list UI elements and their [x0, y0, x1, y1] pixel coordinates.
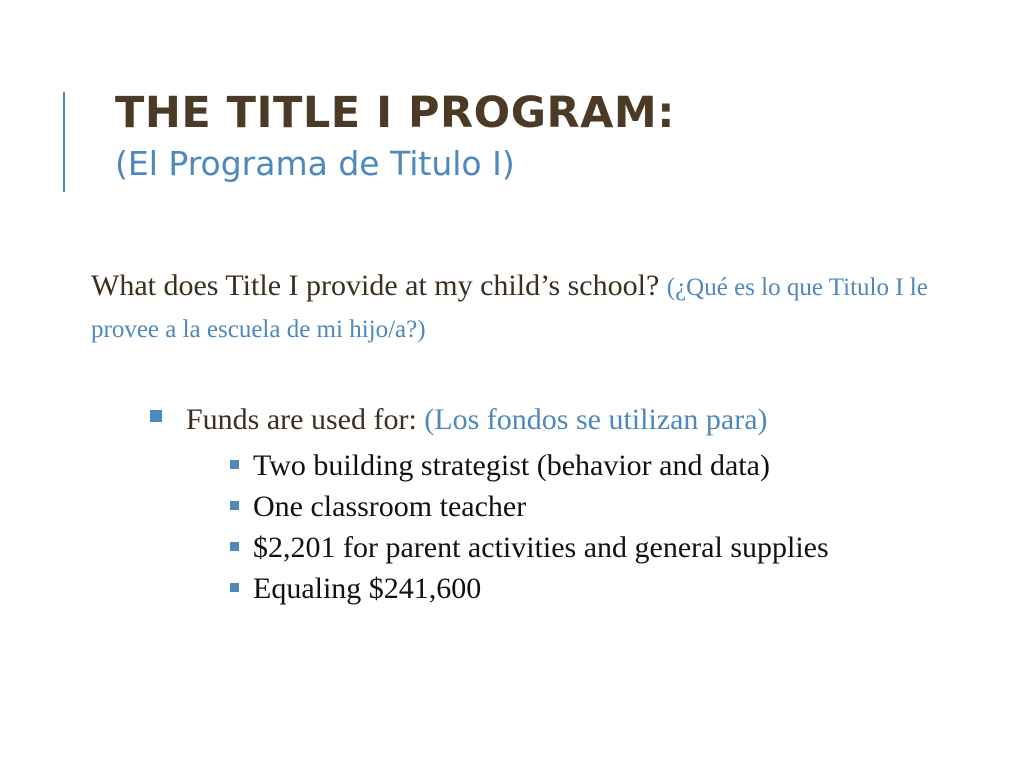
question-text-spanish: (¿Qué es lo que Titulo I le provee a la escuela de mi hijo/a?): [91, 274, 928, 343]
square-bullet-icon: [230, 501, 239, 510]
funds-label: Funds are used for:: [186, 403, 417, 436]
funds-label-spanish: (Los fondos se utilizan para): [424, 403, 768, 436]
question-text: What does Title I provide at my child’s school?: [91, 269, 660, 302]
funds-text: [186, 400, 768, 440]
funds-item-text: Equaling $241,600: [253, 572, 482, 605]
square-bullet-icon: [150, 410, 162, 422]
slide-subtitle: (El Programa de Titulo I): [115, 144, 515, 183]
funds-item-text: One classroom teacher: [253, 490, 527, 523]
funds-item-text: $2,201 for parent activities and general supplies: [253, 531, 829, 564]
funds-item-text: Two building strategist (behavior and data): [253, 449, 770, 482]
square-bullet-icon: [230, 542, 239, 551]
square-bullet-icon: [230, 583, 239, 592]
square-bullet-icon: [230, 460, 239, 469]
slide-title: THE TITLE I PROGRAM:: [115, 88, 675, 138]
title-accent-bar: [63, 92, 65, 192]
question-paragraph: [91, 266, 951, 350]
title-block: [115, 84, 975, 186]
